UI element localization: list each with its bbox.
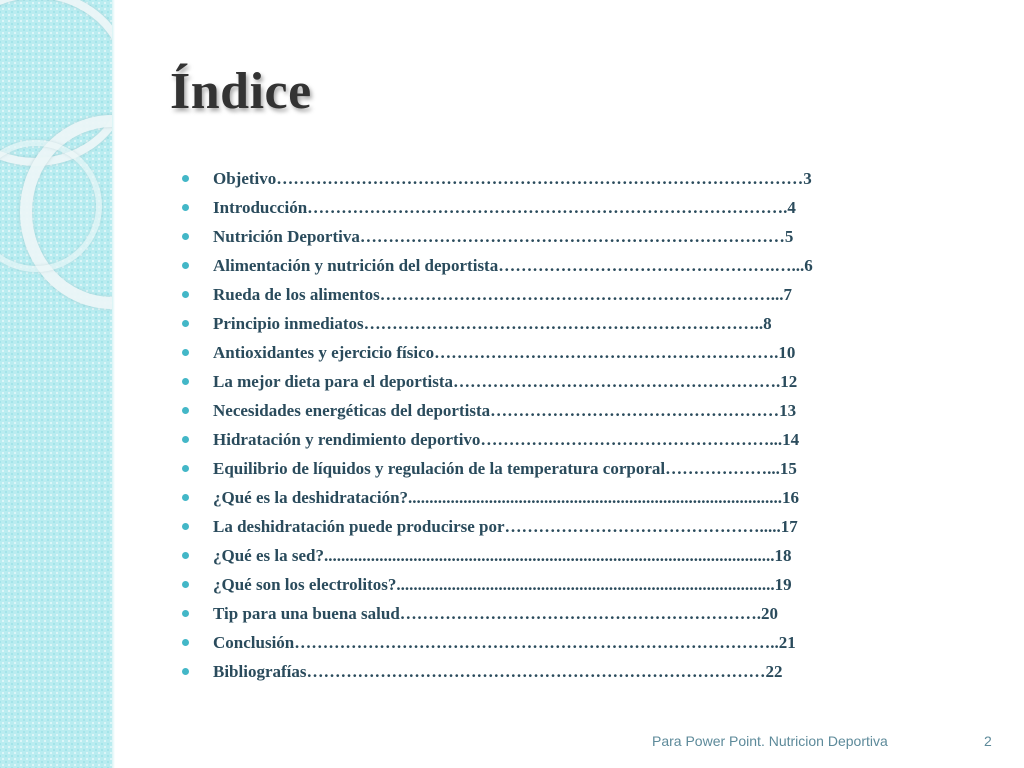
bullet-icon bbox=[182, 639, 189, 646]
bullet-icon bbox=[182, 523, 189, 530]
toc-item bbox=[180, 367, 970, 396]
toc-item-text: Antioxidantes y ejercicio físico…………………………………………………….10 bbox=[213, 343, 796, 362]
band-edge-divider bbox=[112, 0, 115, 768]
toc-item-text: Conclusión…………………………………………………………………………..21 bbox=[213, 633, 796, 652]
bullet-icon bbox=[182, 610, 189, 617]
toc-item bbox=[180, 164, 970, 193]
bullet-icon bbox=[182, 262, 189, 269]
bullet-icon bbox=[182, 175, 189, 182]
toc-item-text: Bibliografías………………………………………………………………………22 bbox=[213, 662, 783, 681]
bullet-icon bbox=[182, 436, 189, 443]
decorative-side-band bbox=[0, 0, 112, 768]
table-of-contents bbox=[180, 164, 970, 686]
toc-item-text: Necesidades energéticas del deportista……………………………………………13 bbox=[213, 401, 797, 420]
toc-item bbox=[180, 657, 970, 686]
bullet-icon bbox=[182, 581, 189, 588]
bullet-icon bbox=[182, 320, 189, 327]
toc-item bbox=[180, 541, 970, 570]
toc-item-text: Rueda de los alimentos……………………………………………………………...7 bbox=[213, 285, 792, 304]
bullet-icon bbox=[182, 494, 189, 501]
toc-item-text: La deshidratación puede producirse por……………………………………….....17 bbox=[213, 517, 798, 536]
toc-item bbox=[180, 396, 970, 425]
slide-title: Índice bbox=[170, 63, 312, 120]
bullet-icon bbox=[182, 465, 189, 472]
bullet-icon bbox=[182, 349, 189, 356]
bullet-icon bbox=[182, 552, 189, 559]
toc-item-text: ¿Qué son los electrolitos?.........................................................................................19 bbox=[213, 575, 792, 594]
slide-footer: Para Power Point. Nutricion Deportiva bbox=[652, 733, 888, 749]
toc-item bbox=[180, 338, 970, 367]
toc-item-text: Alimentación y nutrición del deportista………………………………………….…...6 bbox=[213, 256, 813, 275]
toc-item-text: La mejor dieta para el deportista………………………………………………….12 bbox=[213, 372, 798, 391]
toc-item-text: Tip para una buena salud……………………………………………………….20 bbox=[213, 604, 779, 623]
toc-item bbox=[180, 222, 970, 251]
toc-item-text: Nutrición Deportiva…………………………………………………………………5 bbox=[213, 227, 794, 246]
toc-item-text: Equilibrio de líquidos y regulación de la temperatura corporal………………...15 bbox=[213, 459, 797, 478]
page-number: 2 bbox=[984, 733, 992, 749]
toc-item bbox=[180, 570, 970, 599]
bullet-icon bbox=[182, 668, 189, 675]
toc-item bbox=[180, 599, 970, 628]
bullet-icon bbox=[182, 407, 189, 414]
toc-item bbox=[180, 251, 970, 280]
bullet-icon bbox=[182, 291, 189, 298]
toc-item bbox=[180, 512, 970, 541]
toc-item bbox=[180, 483, 970, 512]
bullet-icon bbox=[182, 204, 189, 211]
toc-item-text: ¿Qué es la deshidratación?........................................................................................16 bbox=[213, 488, 800, 507]
toc-item-text: Principio inmediatos……………………………………………………………..8 bbox=[213, 314, 772, 333]
bullet-icon bbox=[182, 233, 189, 240]
toc-item-text: Objetivo…………………………………………………………………………………3 bbox=[213, 169, 812, 188]
toc-item bbox=[180, 628, 970, 657]
bullet-icon bbox=[182, 378, 189, 385]
toc-item bbox=[180, 280, 970, 309]
toc-item bbox=[180, 193, 970, 222]
toc-item bbox=[180, 454, 970, 483]
toc-item-text: ¿Qué es la sed?..........................................................................................................18 bbox=[213, 546, 792, 565]
toc-item-text: Hidratación y rendimiento deportivo……………………………………………...14 bbox=[213, 430, 800, 449]
toc-item-text: Introducción………………………………………………………………………….4 bbox=[213, 198, 796, 217]
toc-item bbox=[180, 309, 970, 338]
toc-item bbox=[180, 425, 970, 454]
